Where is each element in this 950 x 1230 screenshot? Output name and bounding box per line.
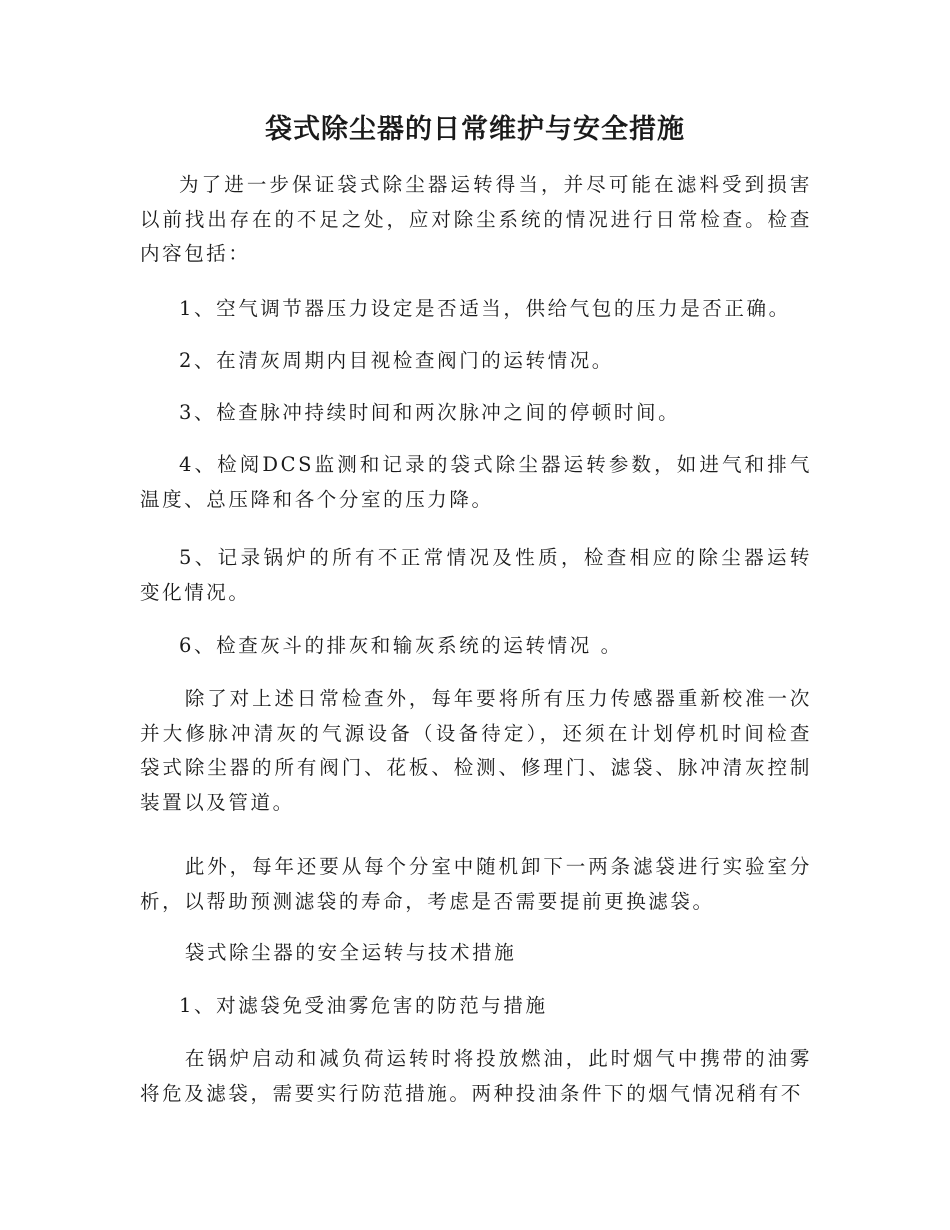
paragraph-oil-mist: 在锅炉启动和减负荷运转时将投放燃油，此时烟气中携带的油雾将危及滤袋，需要实行防范措施。两种投油条件下的烟气情况稍有不 — [140, 1047, 812, 1105]
paragraph-item-4: 4、检阅DCS监测和记录的袋式除尘器运转参数，如进气和排气温度、总压降和各个分室的压力降。 — [140, 453, 812, 511]
document-title: 袋式除尘器的日常维护与安全措施 — [265, 114, 685, 145]
paragraph-item-2: 2、在清灰周期内目视检查阀门的运转情况。 — [179, 349, 614, 372]
paragraph-item-6: 6、检查灰斗的排灰和输灰系统的运转情况 。 — [179, 634, 623, 657]
subsection-heading-oil-mist: 1、对滤袋免受油雾危害的防范与措施 — [179, 994, 548, 1017]
paragraph-intro: 为了进一步保证袋式除尘器运转得当，并尽可能在滤料受到损害以前找出存在的不足之处，应对除尘系统的情况进行日常检查。检查内容包括： — [140, 173, 812, 265]
section-heading-safety: 袋式除尘器的安全运转与技术措施 — [184, 941, 517, 964]
paragraph-item-1: 1、空气调节器压力设定是否适当，供给气包的压力是否正确。 — [179, 297, 791, 320]
paragraph-lab-analysis: 此外，每年还要从每个分室中随机卸下一两条滤袋进行实验室分析，以帮助预测滤袋的寿命，考虑是否需要提前更换滤袋。 — [140, 855, 812, 913]
paragraph-item-3: 3、检查脉冲持续时间和两次脉冲之间的停顿时间。 — [179, 401, 681, 424]
paragraph-annual-check: 除了对上述日常检查外，每年要将所有压力传感器重新校准一次并大修脉冲清灰的气源设备（设备待定），还须在计划停机时间检查袋式除尘器的所有阀门、花板、检测、修理门、滤袋、脉冲清灰控制装置以及管道。 — [140, 687, 812, 814]
paragraph-item-5: 5、记录锅炉的所有不正常情况及性质，检查相应的除尘器运转变化情况。 — [140, 546, 812, 604]
